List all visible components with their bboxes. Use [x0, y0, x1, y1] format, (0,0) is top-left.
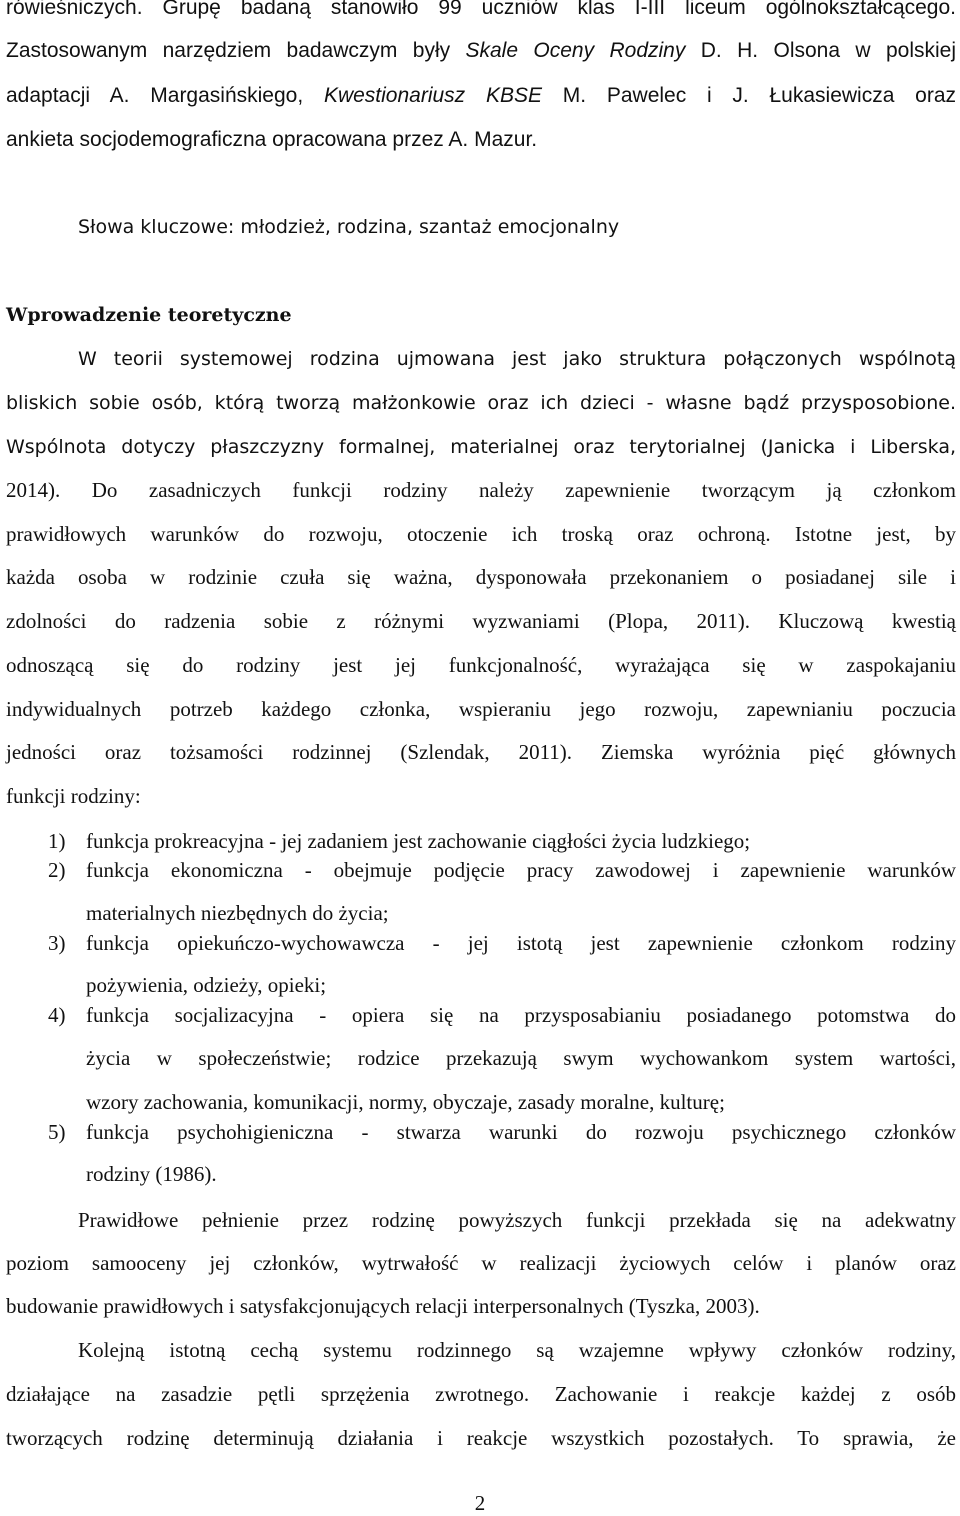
intro-italic-title: Kwestionariusz KBSE	[323, 84, 542, 107]
list-item-text: wzory zachowania, komunikacji, normy, obyczaje, zasady moralne, kulturę;	[86, 1090, 725, 1114]
list-item-text: rodziny (1986).	[86, 1162, 217, 1186]
list-number: 5)	[48, 1120, 66, 1144]
intro-line-4: ankieta socjodemograficzna opracowana przez A. Mazur.	[6, 128, 538, 151]
list-item-text: pożywienia, odzieży, opieki;	[86, 973, 327, 997]
list-number: 2)	[48, 858, 66, 882]
list-item-text: materialnych niezbędnych do życia;	[86, 901, 389, 925]
para3-line: poziom samooceny jej członków, wytrwałość w realizacji życiowych celów i planów oraz	[6, 1251, 956, 1275]
intro-text: adaptacji A. Margasińskiego,	[6, 84, 324, 107]
para3-line: Prawidłowe pełnienie przez rodzinę powyższych funkcji przekłada się na adekwatny	[78, 1208, 956, 1232]
list-number: 4)	[48, 1003, 66, 1027]
list-item-text: funkcja socjalizacyjna - opiera się na przysposabianiu posiadanego potomstwa do	[86, 1003, 956, 1027]
para1-line: Wspólnota dotyczy płaszczyzny formalnej, materialnej oraz terytorialnej (Janicka i Liberska,	[6, 436, 956, 458]
intro-line-1: rówieśniczych. Grupę badaną stanowiło 99 uczniów klas I-III liceum ogólnokształcącego.	[6, 0, 956, 19]
intro-line-3	[6, 84, 956, 108]
intro-text: Zastosowanym narzędziem badawczym były	[6, 39, 466, 62]
para4-line: tworzących rodzinę determinują działania i reakcje wszystkich pozostałych. To sprawia, że	[6, 1426, 956, 1450]
intro-text: M. Pawelec i J. Łukasiewicza oraz	[541, 84, 957, 107]
para1-line: bliskich sobie osób, którą tworzą małżonkowie oraz ich dzieci - własne bądź przysposobione.	[6, 392, 956, 414]
para4-line: działające na zasadzie pętli sprzężenia zwrotnego. Zachowanie i reakcje każdej z osób	[6, 1382, 956, 1406]
para2-line: funkcji rodziny:	[6, 784, 141, 808]
section-heading: Wprowadzenie teoretyczne	[6, 304, 292, 326]
intro-italic-title: Skale Oceny Rodziny	[465, 39, 686, 62]
list-item-text: funkcja ekonomiczna - obejmuje podjęcie pracy zawodowej i zapewnienie warunków	[86, 858, 956, 882]
para2-line: prawidłowych warunków do rozwoju, otoczenie ich troską oraz ochroną. Istotne jest, by	[6, 522, 956, 546]
para2-line: indywidualnych potrzeb każdego członka, wspieraniu jego rozwoju, zapewnianiu poczucia	[6, 697, 956, 721]
para3-line: budowanie prawidłowych i satysfakcjonujących relacji interpersonalnych (Tyszka, 2003).	[6, 1294, 760, 1318]
keywords: Słowa kluczowe: młodzież, rodzina, szantaż emocjonalny	[78, 216, 620, 238]
list-item-text: funkcja psychohigieniczna - stwarza warunki do rozwoju psychicznego członków	[86, 1120, 956, 1144]
para2-line: jedności oraz tożsamości rodzinnej (Szlendak, 2011). Ziemska wyróżnia pięć głównych	[6, 740, 956, 764]
para1-line: W teorii systemowej rodzina ujmowana jest jako struktura połączonych wspólnotą	[78, 348, 956, 370]
list-item-text: funkcja opiekuńczo-wychowawcza - jej istotą jest zapewnienie członkom rodziny	[86, 931, 956, 955]
para2-line: 2014). Do zasadniczych funkcji rodziny należy zapewnienie tworzącym ją członkom	[6, 478, 956, 502]
list-item-text: życia w społeczeństwie; rodzice przekazują swym wychowankom system wartości,	[86, 1046, 956, 1070]
list-number: 3)	[48, 931, 66, 955]
para4-line: Kolejną istotną cechą systemu rodzinnego są wzajemne wpływy członków rodziny,	[78, 1338, 956, 1362]
para2-line: zdolności do radzenia sobie z różnymi wyzwaniami (Plopa, 2011). Kluczową kwestią	[6, 609, 956, 633]
intro-line-2	[6, 39, 956, 63]
para2-line: odnoszącą się do rodziny jest jej funkcjonalność, wyrażająca się w zaspokajaniu	[6, 653, 956, 677]
para2-line: każda osoba w rodzinie czuła się ważna, dysponowała przekonaniem o posiadanej sile i	[6, 565, 956, 589]
list-number: 1)	[48, 829, 66, 853]
page-number: 2	[474, 1491, 486, 1515]
intro-text: D. H. Olsona w polskiej	[685, 39, 956, 62]
list-item-text: funkcja prokreacyjna - jej zadaniem jest zachowanie ciągłości życia ludzkiego;	[86, 829, 751, 853]
